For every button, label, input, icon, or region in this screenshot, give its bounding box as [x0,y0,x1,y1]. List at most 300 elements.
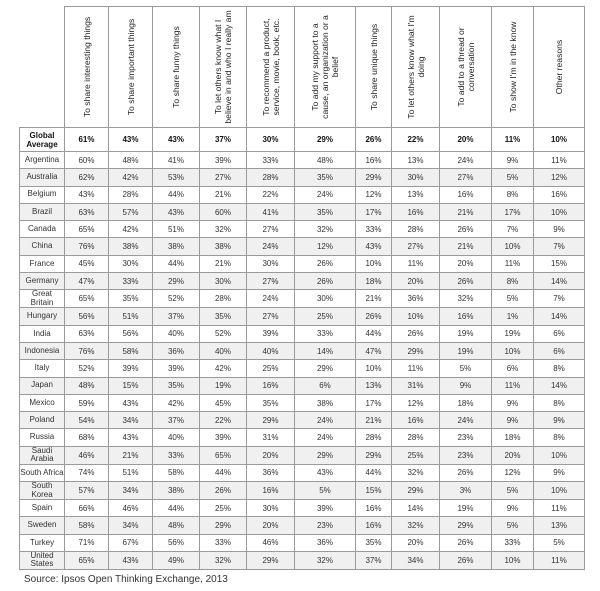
table-cell: 32% [392,464,440,481]
table-cell: 6% [534,342,585,359]
row-label: China [20,238,65,255]
table-row [20,221,585,238]
row-label: South Korea [20,482,65,500]
table-cell: 27% [247,308,295,325]
row-label: India [20,325,65,342]
table-cell: 24% [247,238,295,255]
table-cell: 43% [109,128,153,152]
table-cell: 20% [440,128,492,152]
table-cell: 9% [492,412,534,429]
column-header [153,7,200,128]
table-cell: 16% [247,377,295,394]
table-cell: 38% [153,238,200,255]
table-cell: 8% [534,360,585,377]
table-cell: 29% [295,446,356,464]
table-cell: 47% [356,342,392,359]
row-label: Mexico [20,394,65,411]
row-label: Italy [20,360,65,377]
table-cell: 21% [440,238,492,255]
table-cell: 65% [200,446,247,464]
column-header-label: Other reasons [554,39,564,95]
table-cell: 23% [440,429,492,446]
table-cell: 11% [534,551,585,569]
table-cell: 29% [200,517,247,534]
table-row [20,203,585,220]
table-cell: 30% [247,128,295,152]
table-cell: 10% [534,203,585,220]
table-cell: 12% [392,394,440,411]
table-cell: 5% [492,169,534,186]
table-cell: 16% [356,152,392,169]
table-cell: 3% [440,482,492,500]
table-cell: 33% [295,325,356,342]
row-label: South Africa [20,464,65,481]
row-label: Brazil [20,203,65,220]
table-body [20,128,585,570]
table-cell: 45% [65,255,109,272]
table-cell: 10% [534,482,585,500]
table-cell: 33% [200,534,247,551]
table-cell: 17% [356,203,392,220]
table-cell: 7% [492,221,534,238]
table-cell: 11% [492,377,534,394]
survey-table [19,6,585,570]
row-label: Poland [20,412,65,429]
row-label: Great Britain [20,290,65,308]
table-row [20,482,585,500]
table-cell: 27% [200,169,247,186]
column-header [109,7,153,128]
table-cell: 32% [295,551,356,569]
table-cell: 35% [153,377,200,394]
table-cell: 20% [247,446,295,464]
table-cell: 28% [356,429,392,446]
table-cell: 58% [65,517,109,534]
table-cell: 38% [153,482,200,500]
table-cell: 29% [247,412,295,429]
table-cell: 16% [440,308,492,325]
table-cell: 16% [534,186,585,203]
table-cell: 43% [109,394,153,411]
table-cell: 8% [534,394,585,411]
table-cell: 35% [247,394,295,411]
table-cell: 12% [295,238,356,255]
table-cell: 46% [109,500,153,517]
table-cell: 18% [440,394,492,411]
table-cell: 9% [440,377,492,394]
table-cell: 10% [534,446,585,464]
table-cell: 32% [392,517,440,534]
row-label: United States [20,551,65,569]
table-cell: 10% [356,255,392,272]
row-label: Australia [20,169,65,186]
table-cell: 26% [356,308,392,325]
table-cell: 9% [492,152,534,169]
table-cell: 44% [356,464,392,481]
table-cell: 21% [356,290,392,308]
table-cell: 34% [109,412,153,429]
table-row [20,342,585,359]
column-header [65,7,109,128]
table-cell: 15% [534,255,585,272]
table-cell: 28% [200,290,247,308]
column-header [247,7,295,128]
table-cell: 40% [200,342,247,359]
table-cell: 24% [295,429,356,446]
table-cell: 27% [440,169,492,186]
table-cell: 11% [392,360,440,377]
column-header-label: To add my support to a cause, an organization or a belief [310,15,340,119]
table-cell: 23% [440,446,492,464]
table-cell: 28% [109,186,153,203]
table-cell: 9% [534,464,585,481]
table-cell: 18% [492,429,534,446]
table-cell: 10% [534,128,585,152]
table-cell: 8% [534,429,585,446]
table-cell: 10% [356,360,392,377]
table-cell: 44% [356,325,392,342]
source-note: Source: Ipsos Open Thinking Exchange, 2013 [24,574,228,585]
table-cell: 6% [534,325,585,342]
table-cell: 51% [153,221,200,238]
table-cell: 63% [65,325,109,342]
table-cell: 29% [153,273,200,290]
table-cell: 57% [109,203,153,220]
table-cell: 6% [492,360,534,377]
table-cell: 24% [440,412,492,429]
table-cell: 26% [200,482,247,500]
table-row [20,308,585,325]
table-cell: 32% [440,290,492,308]
table-cell: 14% [534,308,585,325]
table-cell: 53% [153,169,200,186]
table-row [20,412,585,429]
table-cell: 10% [392,308,440,325]
table-cell: 5% [534,534,585,551]
table-cell: 37% [153,412,200,429]
table-cell: 44% [153,186,200,203]
table-cell: 35% [356,534,392,551]
table-cell: 12% [356,186,392,203]
table-cell: 52% [153,290,200,308]
table-cell: 39% [200,429,247,446]
table-cell: 32% [295,221,356,238]
table-cell: 15% [356,482,392,500]
table-cell: 66% [65,500,109,517]
table-cell: 11% [534,152,585,169]
table-cell: 45% [200,394,247,411]
table-cell: 9% [534,412,585,429]
table-row [20,446,585,464]
table-cell: 65% [65,221,109,238]
table-cell: 39% [247,325,295,342]
table-cell: 21% [109,446,153,464]
table-cell: 65% [65,290,109,308]
column-header-label: To share important things [125,18,136,116]
table-cell: 30% [247,255,295,272]
table-cell: 16% [247,482,295,500]
column-header-label: To recommend a product, service, movie, book, etc. [260,18,281,116]
table-cell: 8% [492,273,534,290]
table-cell: 25% [247,360,295,377]
column-header [534,7,585,128]
table-row [20,377,585,394]
row-label: Turkey [20,534,65,551]
table-cell: 39% [200,152,247,169]
table-cell: 40% [247,342,295,359]
table-cell: 71% [65,534,109,551]
table-cell: 29% [392,342,440,359]
table-cell: 62% [65,169,109,186]
table-cell: 68% [65,429,109,446]
table-cell: 65% [65,551,109,569]
table-cell: 9% [492,394,534,411]
table-cell: 10% [492,342,534,359]
table-cell: 25% [392,446,440,464]
table-cell: 11% [492,128,534,152]
table-cell: 34% [392,551,440,569]
table-cell: 47% [65,273,109,290]
table-cell: 43% [153,203,200,220]
table-cell: 34% [109,482,153,500]
table-cell: 58% [153,464,200,481]
table-row [20,186,585,203]
table-row [20,534,585,551]
table-cell: 6% [295,377,356,394]
table-cell: 30% [247,500,295,517]
table-cell: 20% [392,273,440,290]
header-corner [20,7,65,128]
table-cell: 33% [356,221,392,238]
table-cell: 48% [153,517,200,534]
table-cell: 42% [109,221,153,238]
column-header-label: To let others know what I believe in and who I really am [213,10,233,124]
table-row [20,169,585,186]
table-cell: 17% [492,203,534,220]
column-header [492,7,534,128]
table-cell: 37% [200,128,247,152]
table-cell: 38% [109,238,153,255]
table-cell: 37% [153,308,200,325]
table-row [20,500,585,517]
column-header-label: To share unique things [368,23,379,111]
table-cell: 26% [356,128,392,152]
table-cell: 54% [65,412,109,429]
table-row [20,464,585,481]
table-cell: 21% [356,412,392,429]
table-cell: 12% [492,464,534,481]
table-cell: 1% [492,308,534,325]
table-cell: 16% [440,186,492,203]
row-label: Global Average [20,128,65,152]
table-cell: 30% [109,255,153,272]
column-header-label: To let others know what I'm doing [405,15,426,119]
table-cell: 51% [109,308,153,325]
table-cell: 28% [392,221,440,238]
row-label: Hungary [20,308,65,325]
table-cell: 12% [534,169,585,186]
table-cell: 58% [109,342,153,359]
table-cell: 31% [247,429,295,446]
table-cell: 30% [200,273,247,290]
table-cell: 59% [65,394,109,411]
table-cell: 10% [492,238,534,255]
table-cell: 25% [200,500,247,517]
row-label: Spain [20,500,65,517]
row-label: Argentina [20,152,65,169]
table-cell: 15% [109,377,153,394]
column-header [356,7,392,128]
table-cell: 39% [109,360,153,377]
table-cell: 29% [392,482,440,500]
table-cell: 11% [534,500,585,517]
table-cell: 44% [200,464,247,481]
table-cell: 19% [440,342,492,359]
row-label: Russia [20,429,65,446]
table-cell: 26% [440,273,492,290]
column-header-label: To share funny things [171,26,181,108]
table-row [20,360,585,377]
table-cell: 16% [356,517,392,534]
table-cell: 14% [392,500,440,517]
row-label: France [20,255,65,272]
table-cell: 26% [440,464,492,481]
table-cell: 5% [492,482,534,500]
table-cell: 26% [440,534,492,551]
table-cell: 29% [356,446,392,464]
table-cell: 19% [440,325,492,342]
table-cell: 21% [200,186,247,203]
table-cell: 43% [109,551,153,569]
table-row [20,255,585,272]
table-cell: 31% [392,377,440,394]
table-cell: 36% [295,534,356,551]
table-cell: 26% [440,551,492,569]
table-cell: 52% [65,360,109,377]
table-cell: 51% [109,464,153,481]
table-cell: 34% [109,517,153,534]
table-cell: 19% [492,325,534,342]
table-cell: 9% [492,500,534,517]
table-cell: 14% [295,342,356,359]
table-cell: 7% [534,290,585,308]
table-cell: 18% [356,273,392,290]
table-cell: 38% [295,394,356,411]
table-cell: 30% [295,290,356,308]
table-cell: 67% [109,534,153,551]
table-row [20,394,585,411]
table-row [20,429,585,446]
table-cell: 5% [492,517,534,534]
table-cell: 32% [200,221,247,238]
table-cell: 26% [392,325,440,342]
table-cell: 35% [295,203,356,220]
table-cell: 56% [109,325,153,342]
table-row [20,152,585,169]
table-cell: 33% [492,534,534,551]
table-cell: 22% [200,412,247,429]
table-cell: 35% [109,290,153,308]
table-cell: 36% [392,290,440,308]
table-cell: 16% [392,203,440,220]
table-cell: 19% [440,500,492,517]
table-cell: 14% [534,273,585,290]
row-label: Belgium [20,186,65,203]
table-cell: 13% [534,517,585,534]
table-cell: 61% [65,128,109,152]
table-cell: 33% [247,152,295,169]
table-row [20,517,585,534]
table-cell: 36% [153,342,200,359]
table-cell: 74% [65,464,109,481]
table-cell: 20% [247,517,295,534]
table-cell: 28% [392,429,440,446]
table-cell: 9% [534,221,585,238]
table-cell: 44% [153,255,200,272]
row-label: Japan [20,377,65,394]
table-cell: 35% [200,308,247,325]
table-row [20,290,585,308]
table-cell: 30% [392,169,440,186]
table-cell: 5% [492,290,534,308]
table-cell: 38% [200,238,247,255]
table-cell: 20% [392,534,440,551]
table-cell: 28% [247,169,295,186]
table-cell: 32% [200,551,247,569]
table-cell: 13% [392,152,440,169]
table-cell: 17% [356,394,392,411]
table-cell: 27% [247,273,295,290]
table-cell: 11% [492,255,534,272]
column-header [295,7,356,128]
table-cell: 43% [295,464,356,481]
table-cell: 5% [440,360,492,377]
table-cell: 5% [295,482,356,500]
column-header-label: To share interesting things [81,16,92,118]
table-cell: 24% [295,412,356,429]
column-header [440,7,492,128]
table-cell: 46% [247,534,295,551]
table-cell: 21% [440,203,492,220]
table-cell: 40% [153,325,200,342]
table-cell: 56% [153,534,200,551]
table-cell: 16% [356,500,392,517]
table-cell: 44% [153,500,200,517]
table-cell: 27% [392,238,440,255]
table-cell: 10% [492,551,534,569]
table-cell: 49% [153,551,200,569]
column-header-label: To show I'm in the know [507,21,518,113]
table-cell: 22% [247,186,295,203]
table-cell: 37% [356,551,392,569]
table-cell: 46% [65,446,109,464]
table-cell: 29% [356,169,392,186]
survey-table-container [19,6,585,570]
table-cell: 33% [109,273,153,290]
table-cell: 48% [109,152,153,169]
table-cell: 29% [295,128,356,152]
table-cell: 8% [492,186,534,203]
table-cell: 11% [392,255,440,272]
table-cell: 14% [534,377,585,394]
table-cell: 20% [492,446,534,464]
table-cell: 42% [109,169,153,186]
table-cell: 24% [247,290,295,308]
table-row [20,128,585,152]
table-cell: 43% [109,429,153,446]
table-cell: 43% [356,238,392,255]
table-cell: 36% [247,464,295,481]
